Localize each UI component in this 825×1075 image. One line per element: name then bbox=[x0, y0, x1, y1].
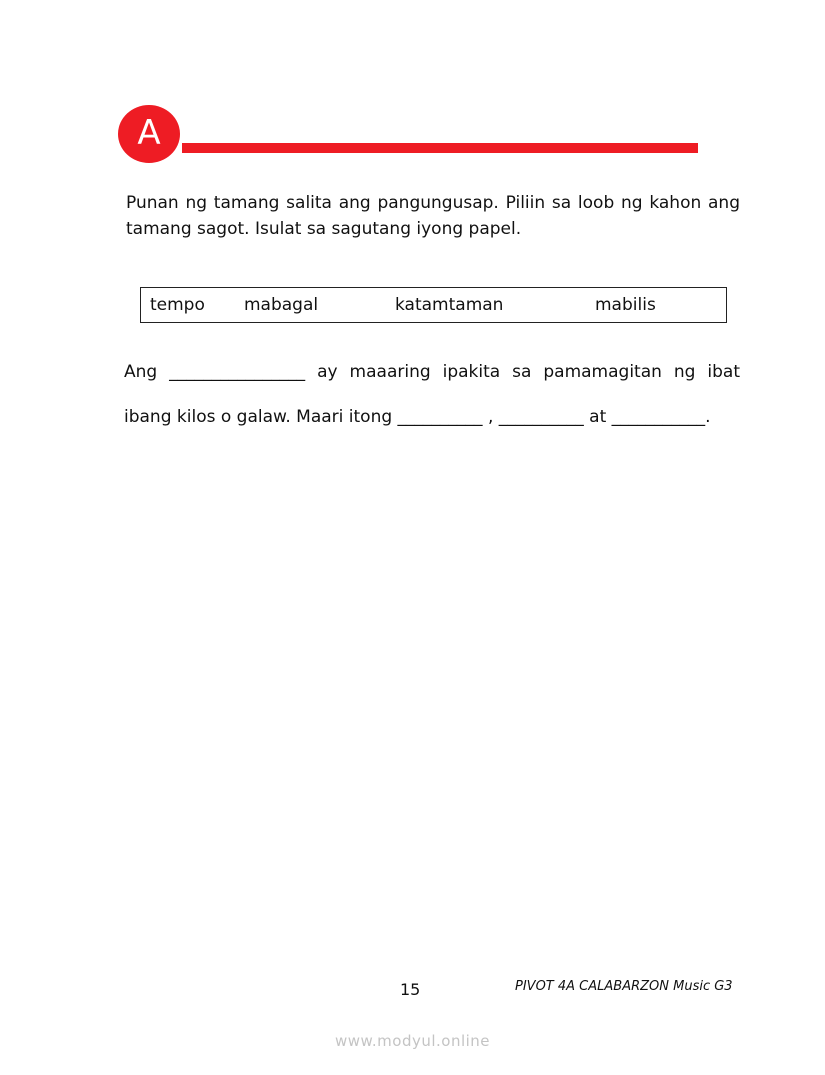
page-number: 15 bbox=[400, 980, 421, 999]
word-box-item: tempo bbox=[150, 295, 205, 315]
word-box-item: katamtaman bbox=[395, 295, 504, 315]
word-box bbox=[140, 287, 727, 323]
instructions-text: Punan ng tamang salita ang pangungusap. Piliin sa loob ng kahon ang tamang sagot. Isulat sa sagutang iyong papel. bbox=[126, 193, 740, 239]
footer-credit: PIVOT 4A CALABARZON Music G3 bbox=[515, 979, 733, 994]
section-badge bbox=[118, 105, 180, 163]
word-box-item: mabagal bbox=[244, 295, 319, 315]
section-letter: A bbox=[137, 113, 161, 153]
watermark: www.modyul.online bbox=[334, 1032, 491, 1050]
section-rule bbox=[182, 143, 698, 153]
word-box-item: mabilis bbox=[595, 295, 656, 315]
fill-in-sentence-line-2: ibang kilos o galaw. Maari itong __________ , __________ at ___________. bbox=[124, 407, 711, 427]
fill-in-sentence-line-1: Ang ________________ ay maaaring ipakita sa pamamagitan ng ibat bbox=[124, 362, 740, 382]
